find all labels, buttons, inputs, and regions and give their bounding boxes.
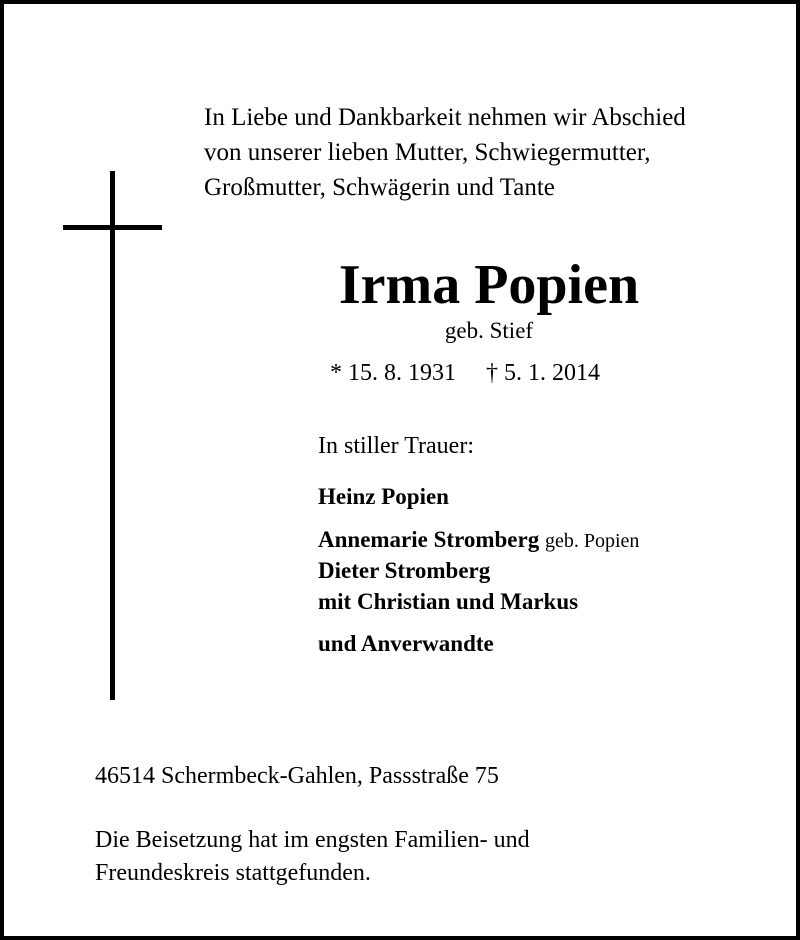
mourner-dieter: Dieter Stromberg [318, 558, 491, 583]
death-date: † 5. 1. 2014 [486, 360, 600, 386]
notice-line: Die Beisetzung hat im engsten Familien- und [95, 827, 530, 853]
notice-line: Freundeskreis stattgefunden. [95, 860, 371, 886]
mourner-annemarie-maiden: geb. Popien [544, 530, 640, 552]
birth-date: * 15. 8. 1931 [330, 360, 456, 386]
mourner-annemarie-line [318, 525, 639, 556]
deceased-name: Irma Popien [338, 254, 640, 316]
address: 46514 Schermbeck-Gahlen, Passstraße 75 [95, 763, 499, 789]
intro-text [204, 100, 784, 205]
burial-notice [95, 824, 530, 890]
life-dates [330, 357, 600, 389]
cross-icon-horizontal-bar [63, 225, 162, 230]
mourner-heinz: Heinz Popien [318, 484, 449, 509]
intro-line: Großmutter, Schwägerin und Tante [204, 174, 555, 201]
maiden-name: geb. Stief [444, 318, 534, 343]
intro-line: von unserer lieben Mutter, Schwiegermutter, [204, 139, 651, 166]
mourner-relatives: und Anverwandte [318, 631, 494, 656]
mourning-label: In stiller Trauer: [318, 433, 474, 459]
cross-icon-vertical-bar [110, 171, 115, 700]
intro-line: In Liebe und Dankbarkeit nehmen wir Abschied [204, 104, 686, 131]
mourner-children: mit Christian und Markus [318, 589, 579, 614]
mourner-annemarie: Annemarie Stromberg [318, 527, 540, 552]
